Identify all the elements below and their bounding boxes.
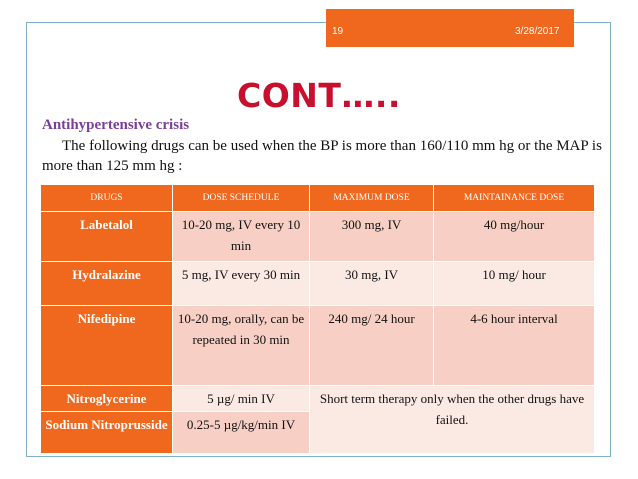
maximum-dose: 300 mg, IV [310,212,434,262]
dose-schedule: 0.25-5 µg/kg/min IV [173,412,310,454]
maintainance-dose: 40 mg/hour [434,212,595,262]
drug-table [40,184,595,454]
section-subtitle: Antihypertensive crisis [42,117,190,133]
header-dose-schedule: DOSE SCHEDULE [173,185,310,212]
dose-schedule: 10-20 mg, orally, can be repeated in 30 min [173,306,310,386]
intro-paragraph [42,136,602,176]
slide-date: 3/28/2017 [515,26,560,37]
dose-schedule: 10-20 mg, IV every 10 min [173,212,310,262]
table-row [41,386,595,412]
dose-schedule: 5 µg/ min IV [173,386,310,412]
table-row [41,306,595,386]
maintainance-dose: 4-6 hour interval [434,306,595,386]
drug-name: Labetalol [41,212,173,262]
page-title: CONT….. [237,76,401,115]
table-row [41,212,595,262]
header-maximum-dose: MAXIMUM DOSE [310,185,434,212]
slide-number: 19 [332,26,344,37]
drug-name: Sodium Nitroprusside [41,412,173,454]
maintainance-dose: 10 mg/ hour [434,262,595,306]
header-drugs: DRUGS [41,185,173,212]
dose-schedule: 5 mg, IV every 30 min [173,262,310,306]
merged-note: Short term therapy only when the other drugs have failed. [310,386,595,454]
table-row [41,262,595,306]
header-maintainance-dose: MAINTAINANCE DOSE [434,185,595,212]
table-header-row [41,185,595,212]
drug-name: Nitroglycerine [41,386,173,412]
intro-paragraph-text: The following drugs can be used when the BP is more than 160/110 mm hg or the MAP is more than 125 mm hg : [42,138,602,174]
drug-name: Hydralazine [41,262,173,306]
maximum-dose: 240 mg/ 24 hour [310,306,434,386]
maximum-dose: 30 mg, IV [310,262,434,306]
drug-name: Nifedipine [41,306,173,386]
